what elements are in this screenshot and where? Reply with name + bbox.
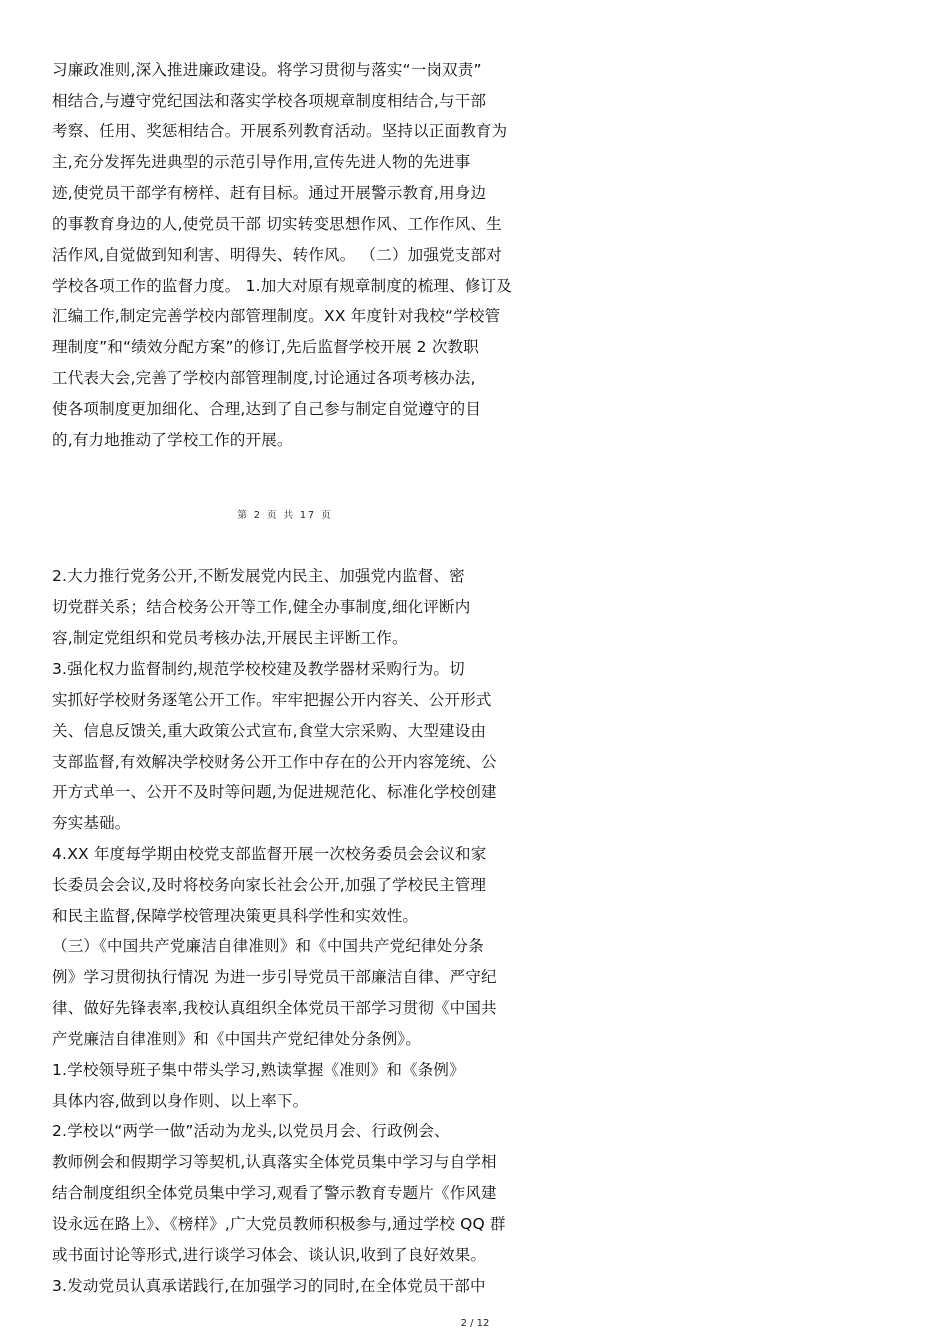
- text-line: 夯实基础。: [52, 814, 131, 832]
- text-line: 理制度”和“绩效分配方案”的修订,先后监督学校开展 2 次教职: [52, 338, 479, 356]
- text-line: 设永远在路上》、《榜样》,广大党员教师积极参与,通过学校 QQ 群: [52, 1215, 506, 1233]
- text-line: 2.大力推行党务公开,不断发展党内民主、加强党内监督、密: [52, 567, 465, 585]
- inner-page-footer: 第 2 页 共 17 页: [237, 510, 333, 521]
- text-line: 习廉政准则,深入推进廉政建设。将学习贯彻与落实“一岗双责”: [52, 61, 482, 79]
- text-line: 活作风,自觉做到知利害、明得失、转作风。 （二）加强党支部对: [52, 246, 502, 264]
- text-line: 教师例会和假期学习等契机,认真落实全体党员集中学习与自学相: [52, 1153, 497, 1171]
- text-line: 1.学校领导班子集中带头学习,熟读掌握《准则》和《条例》: [52, 1061, 465, 1079]
- text-line: 的,有力地推动了学校工作的开展。: [52, 431, 293, 449]
- text-line: （三）《中国共产党廉洁自律准则》和《中国共产党纪律处分条: [52, 937, 484, 955]
- text-line: 支部监督,有效解决学校财务公开工作中存在的公开内容笼统、公: [52, 753, 497, 771]
- page-number: 2 / 12: [460, 1318, 490, 1329]
- text-line: 例》学习贯彻执行情况 为进一步引导党员干部廉洁自律、严守纪: [52, 968, 497, 986]
- text-line: 3.发动党员认真承诺践行,在加强学习的同时,在全体党员干部中: [52, 1277, 486, 1295]
- text-line: 工代表大会,完善了学校内部管理制度,讨论通过各项考核办法,: [52, 369, 476, 387]
- text-line: 考察、任用、奖惩相结合。开展系列教育活动。坚持以正面教育为: [52, 122, 508, 140]
- text-line: 开方式单一、公开不及时等问题,为促进规范化、标准化学校创建: [52, 783, 497, 801]
- text-line: 和民主监督,保障学校管理决策更具科学性和实效性。: [52, 907, 419, 925]
- text-line: 关、信息反馈关,重大政策公式宣布,食堂大宗采购、大型建设由: [52, 722, 487, 740]
- text-line: 主,充分发挥先进典型的示范引导作用,宣传先进人物的先进事: [52, 153, 471, 171]
- text-line: 律、做好先锋表率,我校认真组织全体党员干部学习贯彻《中国共: [52, 999, 497, 1017]
- text-line: 容,制定党组织和党员考核办法,开展民主评断工作。: [52, 629, 408, 647]
- text-line: 相结合,与遵守党纪国法和落实学校各项规章制度相结合,与干部: [52, 92, 487, 110]
- text-line: 使各项制度更加细化、合理,达到了自己参与制定自觉遵守的目: [52, 400, 482, 418]
- text-line: 结合制度组织全体党员集中学习,观看了警示教育专题片《作风建: [52, 1184, 497, 1202]
- text-line: 3.强化权力监督制约,规范学校校建及教学器材采购行为。切: [52, 660, 465, 678]
- text-line: 或书面讨论等形式,进行谈学习体会、谈认识,收到了良好效果。: [52, 1246, 487, 1264]
- text-line: 长委员会会议,及时将校务向家长社会公开,加强了学校民主管理: [52, 876, 487, 894]
- text-line: 的事教育身边的人,使党员干部 切实转变思想作风、工作作风、生: [52, 215, 502, 233]
- text-line: 具体内容,做到以身作则、以上率下。: [52, 1092, 309, 1110]
- text-line: 学校各项工作的监督力度。 1.加大对原有规章制度的梳理、修订及: [52, 277, 512, 295]
- text-line: 2.学校以“两学一做”活动为龙头,以党员月会、行政例会、: [52, 1122, 450, 1140]
- text-line: 汇编工作,制定完善学校内部管理制度。XX 年度针对我校“学校管: [52, 307, 501, 325]
- text-line: 切党群关系；结合校务公开等工作,健全办事制度,细化评断内: [52, 598, 471, 616]
- text-line: 4.XX 年度每学期由校党支部监督开展一次校务委员会会议和家: [52, 845, 487, 863]
- text-line: 实抓好学校财务逐笔公开工作。牢牢把握公开内容关、公开形式: [52, 691, 492, 709]
- text-line: 迹,使党员干部学有榜样、赶有目标。通过开展警示教育,用身边: [52, 184, 487, 202]
- text-line: 产党廉洁自律准则》和《中国共产党纪律处分条例》。: [52, 1030, 422, 1048]
